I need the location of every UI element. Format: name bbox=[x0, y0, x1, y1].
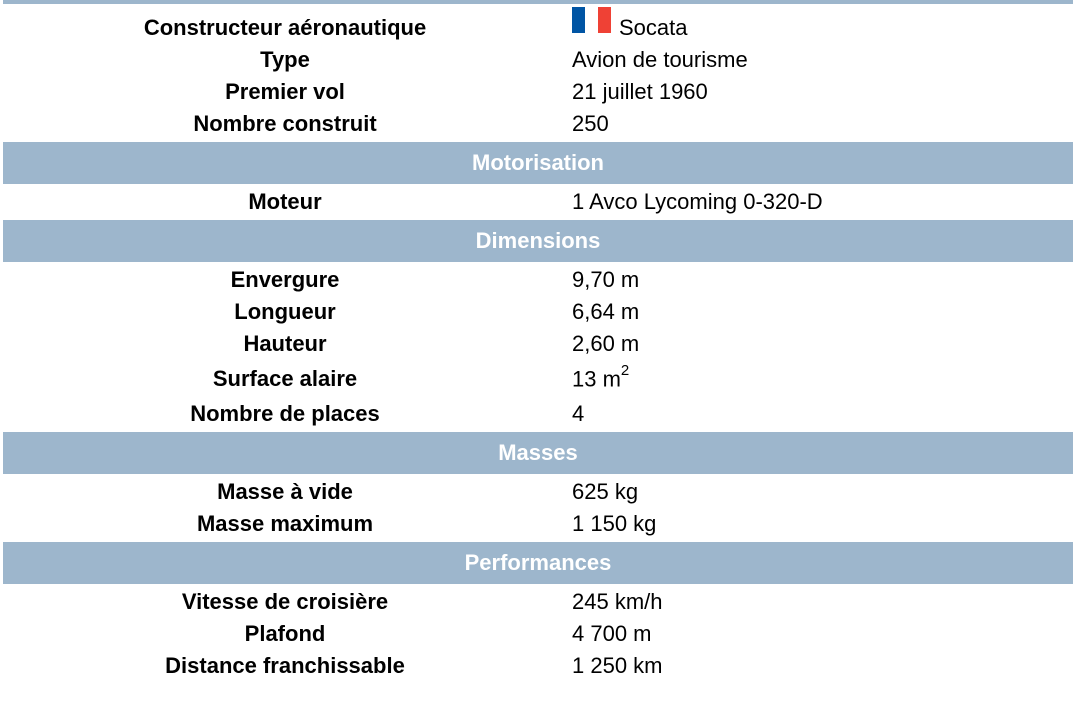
row-vitesse-croisiere bbox=[3, 586, 1073, 618]
row-label: Moteur bbox=[248, 189, 322, 214]
row-type bbox=[3, 44, 1073, 76]
row-envergure bbox=[3, 264, 1073, 296]
row-value bbox=[567, 362, 1073, 392]
aircraft-infobox bbox=[3, 0, 1073, 682]
row-label: Constructeur aéronautique bbox=[143, 15, 427, 40]
france-flag-icon bbox=[572, 7, 611, 33]
section-header-performances: Performances bbox=[3, 542, 1073, 584]
section-header-motorisation: Motorisation bbox=[3, 142, 1073, 184]
section-header-masses: Masses bbox=[3, 432, 1073, 474]
row-moteur bbox=[3, 186, 1073, 218]
row-plafond bbox=[3, 618, 1073, 650]
row-value: 4 700 m bbox=[572, 621, 652, 646]
row-value bbox=[567, 15, 1073, 41]
surface-exponent: 2 bbox=[620, 362, 630, 380]
manufacturer-link[interactable]: Socata bbox=[619, 15, 688, 40]
row-value: 2,60 m bbox=[572, 331, 640, 356]
row-nombre-places bbox=[3, 398, 1073, 430]
row-distance-franchissable bbox=[3, 650, 1073, 682]
row-label: Premier vol bbox=[225, 79, 345, 104]
row-hauteur bbox=[3, 328, 1073, 360]
row-label: Envergure bbox=[230, 267, 340, 292]
row-value: 9,70 m bbox=[572, 267, 640, 292]
row-label: Masse à vide bbox=[217, 479, 353, 504]
row-value: 1 150 kg bbox=[572, 511, 657, 536]
row-surface-alaire bbox=[3, 360, 1073, 398]
row-value: 1 250 km bbox=[572, 653, 663, 678]
row-masse-maximum bbox=[3, 508, 1073, 540]
row-longueur bbox=[3, 296, 1073, 328]
general-section bbox=[3, 4, 1073, 140]
row-constructeur bbox=[3, 12, 1073, 44]
row-premier-vol bbox=[3, 76, 1073, 108]
row-value: Avion de tourisme bbox=[572, 47, 748, 72]
row-value: 6,64 m bbox=[572, 299, 640, 324]
section-header-dimensions: Dimensions bbox=[3, 220, 1073, 262]
row-value: 4 bbox=[572, 401, 585, 426]
row-value: 625 kg bbox=[572, 479, 639, 504]
row-masse-vide bbox=[3, 476, 1073, 508]
row-label: Nombre de places bbox=[190, 401, 380, 426]
row-label: Hauteur bbox=[243, 331, 327, 356]
surface-value: 13 m bbox=[572, 366, 621, 392]
row-label: Distance franchissable bbox=[165, 653, 405, 678]
row-label: Masse maximum bbox=[196, 511, 374, 536]
row-label: Longueur bbox=[234, 299, 336, 324]
row-label: Nombre construit bbox=[193, 111, 377, 136]
row-nombre-construit bbox=[3, 108, 1073, 140]
row-label: Type bbox=[260, 47, 310, 72]
row-value: 245 km/h bbox=[572, 589, 663, 614]
row-value: 21 juillet 1960 bbox=[572, 79, 708, 104]
row-value: 250 bbox=[572, 111, 609, 136]
row-label: Plafond bbox=[244, 621, 326, 646]
row-value: 1 Avco Lycoming 0-320-D bbox=[572, 189, 823, 214]
row-label: Vitesse de croisière bbox=[181, 589, 389, 614]
row-label: Surface alaire bbox=[212, 366, 358, 391]
